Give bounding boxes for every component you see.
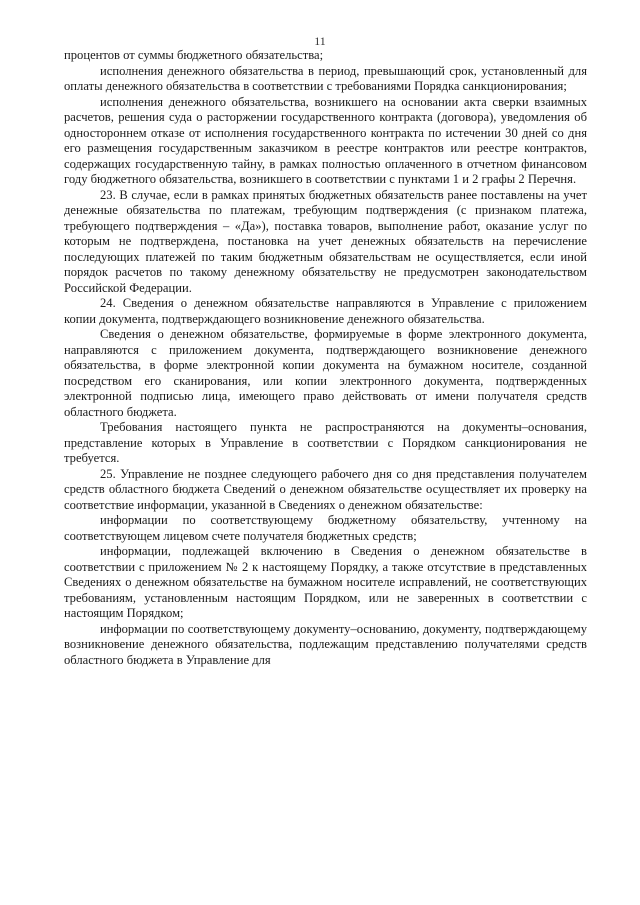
paragraph-24: 24. Сведения о денежном обязательстве направляются в Управление с приложением копии документа, подтверждающего возникновение денежного обязательства. — [64, 296, 587, 326]
paragraph-1: процентов от суммы бюджетного обязательства; — [64, 48, 324, 62]
paragraph-3: исполнения денежного обязательства, возникшего на основании акта сверки взаимных расчетов, решения суда о расторжении государственного контракта (договора), уведомления об одностороннем отказе от исполнения государственного контракта по истечении 30 дней со дня его размещения государственным заказчиком в реестре контрактов или реестре контрактов, содержащих государственную тайну, в рамках полностью оплаченного в отчетном финансовом году бюджетного обязательства, возникшего в соответствии с пунктами 1 и 2 графы 2 Перечня. — [64, 94, 587, 186]
paragraph-25-item-2: информации, подлежащей включению в Сведения о денежном обязательстве в соответствии с приложением № 2 к настоящему Порядку, а также отсутствие в представленных Сведениях о денежном обязательстве на бумажном носителе исправлений, не соответствующих требованиям, установленным настоящим Порядком, или не заверенных в соответствии с настоящим Порядком; — [64, 544, 587, 620]
paragraph-24-electronic: Сведения о денежном обязательстве, формируемые в форме электронного документа, направляются с приложением документа, подтверждающего возникновение денежного обязательства, в форме электронной копии документа на бумажном носителе, созданной посредством его сканирования, или копии электронного документа, подтвержденных электронной подписью лица, имеющего право действовать от имени получателя средств областного бюджета. — [64, 327, 587, 419]
paragraph-2: исполнения денежного обязательства в период, превышающий срок, установленный для оплаты денежного обязательства в соответствии с требованиями Порядка санкционирования; — [64, 63, 587, 93]
paragraph-25-item-1: информации по соответствующему бюджетному обязательству, учтенному на соответствующем лицевом счете получателя бюджетных средств; — [64, 513, 587, 543]
paragraph-25-item-3: информации по соответствующему документу–основанию, документу, подтверждающему возникновение денежного обязательства, подлежащим представлению получателями средств областного бюджета в Управление для — [64, 621, 587, 667]
page-number: 11 — [314, 34, 326, 48]
paragraph-24-requirements: Требования настоящего пункта не распространяются на документы–основания, представление которых в Управление в соответствии с Порядком санкционирования не требуется. — [64, 420, 587, 465]
paragraph-23: 23. В случае, если в рамках принятых бюджетных обязательств ранее поставлены на учет денежные обязательства по платежам, требующим подтверждения (с признаком платежа, требующего подтверждения – «Да»), поставка товаров, выполнение работ, оказание услуг по которым не подтверждена, постановка на учет денежных обязательств на перечисление последующих платежей по таким бюджетным обязательствам не осуществляется, если иной порядок расчетов по такому денежному обязательству не предусмотрен законодательством Российской Федерации. — [64, 187, 587, 295]
document-body — [64, 48, 587, 668]
paragraph-25: 25. Управление не позднее следующего рабочего дня со дня представления получателем средств областного бюджета Сведений о денежном обязательстве осуществляет их проверку на соответствие информации, указанной в Сведениях о денежном обязательстве: — [64, 466, 587, 512]
